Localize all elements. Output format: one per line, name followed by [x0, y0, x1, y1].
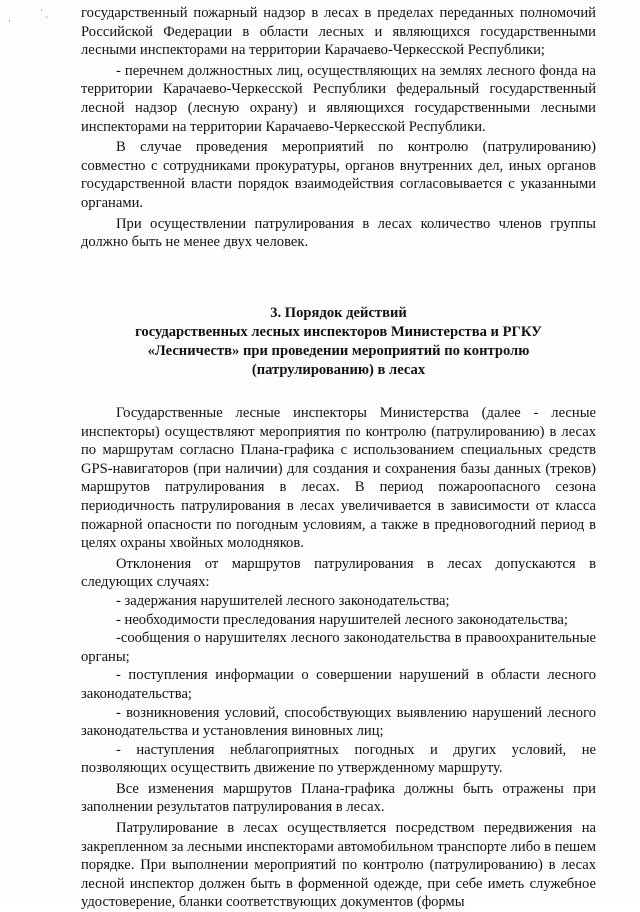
section-heading-line-4: (патрулированию) в лесах — [251, 362, 426, 378]
paragraph-officials-list: - перечнем должностных лиц, осуществляющих на землях лесного фонда на территории Карачаево-Черкесской Республики федеральный государственный лесной надзор (лесную охрану) и являющихся государственными лесными инспекторами на территории Карачаево-Черкесской Республики. — [81, 62, 596, 135]
list-item: -сообщения о нарушителях лесного законодательства в правоохранительные органы; — [81, 630, 596, 665]
section-heading-line-2: государственных лесных инспекторов Министерства и РГКУ — [135, 324, 542, 340]
paragraph-route-changes: Все изменения маршрутов Плана-графика должны быть отражены при заполнении результатов патрулирования в лесах. — [81, 780, 596, 816]
scan-artifact-dot: · — [8, 16, 11, 26]
section-heading — [81, 304, 596, 380]
paragraph-group-size: При осуществлении патрулирования в лесах количество членов группы должно быть не менее двух человек. — [81, 215, 596, 251]
section-heading-line-1: 3. Порядок действий — [270, 305, 407, 321]
list-item: - необходимости преследования нарушителей лесного законодательства; — [116, 611, 568, 628]
paragraph-inspectors-routes: Государственные лесные инспекторы Министерства (далее - лесные инспекторы) осуществляют мероприятия по контролю (патрулированию) в лесах по маршрутам согласно Плана-графика с использованием специальных средств GPS-навигаторов (при наличии) для создания и сохранения базы данных (треков) маршрутов патрулирования в лесах. В период пожароопасного сезона периодичность патрулирования в лесах увеличивается в зависимости от класса пожарной опасности по погодным условиям, а также в предновогодний период в целях охраны хвойных молодняков. — [81, 405, 596, 552]
list-item: - задержания нарушителей лесного законодательства; — [116, 592, 450, 609]
paragraph-deviations: Отклонения от маршрутов патрулирования в лесах допускаются в следующих случаях: — [81, 555, 596, 591]
body-text-top — [81, 4, 596, 252]
list-item: - возникновения условий, способствующих выявлению нарушений лесного законодательства и установления виновных лиц; — [81, 704, 596, 740]
body-text-bottom — [81, 404, 596, 912]
paragraph-patrol-method: Патрулирование в лесах осуществляется посредством передвижения на закрепленном за лесными инспекторами автомобильном транспорте либо в пешем порядке. При выполнении мероприятий по контролю (патрулированию) в лесах лесной инспектор должен быть в форменной одежде, при себе иметь служебное удостоверение, бланки соответствующих документов (формы — [81, 820, 596, 911]
list-item: - поступления информации о совершении нарушений в области лесного законодательства; — [81, 667, 596, 702]
paragraph-fire-supervision: государственный пожарный надзор в лесах в пределах переданных полномочий Российской Федерации в области лесных и являющихся государственными лесными инспекторами на территории Карачаево-Черкесской Республики; — [81, 5, 596, 59]
section-heading-line-3: «Лесничеств» при проведении мероприятий по контролю — [147, 343, 530, 359]
paragraph-joint-control: В случае проведения мероприятий по контролю (патрулированию) совместно с сотрудниками прокуратуры, органов внутренних дел, иных органов государственной власти порядок взаимодействия согласовывается с указанными органами. — [81, 139, 596, 211]
scan-artifact-mark: ˙ ˎ — [40, 8, 49, 18]
list-item: - наступления неблагоприятных погодных и других условий, не позволяющих осуществить движение по утвержденному маршруту. — [81, 741, 596, 777]
